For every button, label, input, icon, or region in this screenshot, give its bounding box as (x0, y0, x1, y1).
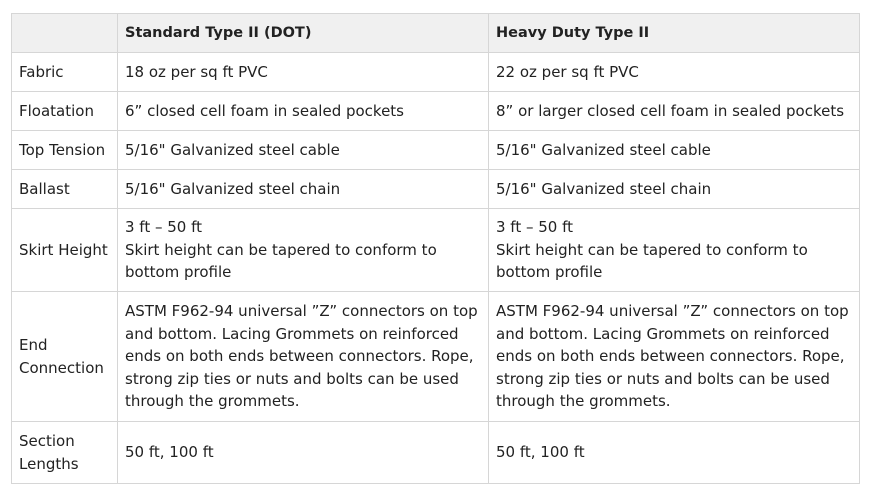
row-label: Section Lengths (12, 422, 118, 484)
spec-table (11, 13, 860, 484)
table-row (12, 92, 860, 131)
row-label: Floatation (12, 92, 118, 131)
row-label: Top Tension (12, 131, 118, 170)
standard-cell: 18 oz per sq ft PVC (118, 53, 489, 92)
row-label: Skirt Height (12, 209, 118, 292)
table-row (12, 170, 860, 209)
header-heavy-duty: Heavy Duty Type II (489, 14, 860, 53)
header-empty (12, 14, 118, 53)
table-row (12, 131, 860, 170)
standard-cell: 50 ft, 100 ft (118, 422, 489, 484)
standard-cell: 6” closed cell foam in sealed pockets (118, 92, 489, 131)
header-row (12, 14, 860, 53)
table-row (12, 292, 860, 422)
heavy-cell: 5/16" Galvanized steel cable (489, 131, 860, 170)
row-label: Ballast (12, 170, 118, 209)
row-label: Fabric (12, 53, 118, 92)
heavy-cell: 50 ft, 100 ft (489, 422, 860, 484)
standard-cell: 5/16" Galvanized steel chain (118, 170, 489, 209)
table-row (12, 209, 860, 292)
heavy-cell: 22 oz per sq ft PVC (489, 53, 860, 92)
heavy-cell: 5/16" Galvanized steel chain (489, 170, 860, 209)
table-row (12, 422, 860, 484)
heavy-cell: ASTM F962-94 universal ”Z” connectors on top and bottom. Lacing Grommets on reinforced ends on both ends between connectors. Rope, strong zip ties or nuts and bolts can be used through the grommets. (489, 292, 860, 422)
standard-cell: ASTM F962-94 universal ”Z” connectors on top and bottom. Lacing Grommets on reinforced ends on both ends between connectors. Rope, strong zip ties or nuts and bolts can be used through the grommets. (118, 292, 489, 422)
header-standard: Standard Type II (DOT) (118, 14, 489, 53)
row-label: End Connection (12, 292, 118, 422)
standard-cell: 3 ft – 50 ft Skirt height can be tapered to conform to bottom profile (118, 209, 489, 292)
heavy-cell: 3 ft – 50 ft Skirt height can be tapered to conform to bottom profile (489, 209, 860, 292)
standard-cell: 5/16" Galvanized steel cable (118, 131, 489, 170)
heavy-cell: 8” or larger closed cell foam in sealed pockets (489, 92, 860, 131)
table-row (12, 53, 860, 92)
